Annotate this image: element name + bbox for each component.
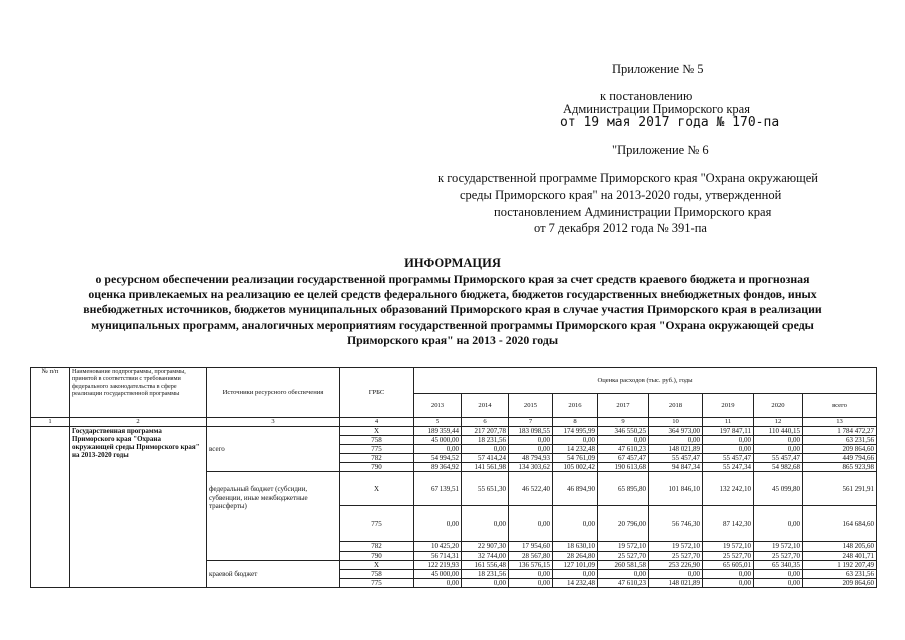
value-cell-2013: 0,00 bbox=[414, 578, 462, 587]
value-cell-2013: 45 000,00 bbox=[414, 436, 462, 445]
value-cell-всего: 209 864,60 bbox=[803, 578, 877, 587]
value-cell-2020: 19 572,10 bbox=[754, 542, 803, 551]
administration: Администрации Приморского края bbox=[563, 102, 750, 116]
value-cell-2013: 54 994,52 bbox=[414, 454, 462, 463]
value-cell-2020: 0,00 bbox=[754, 578, 803, 587]
value-cell-2020: 65 340,35 bbox=[754, 560, 803, 569]
value-cell-2016: 0,00 bbox=[553, 436, 598, 445]
value-cell-2018: 101 846,10 bbox=[649, 472, 703, 506]
value-cell-2020: 110 440,15 bbox=[754, 427, 803, 436]
col-header-number: № п/п bbox=[31, 368, 70, 418]
value-cell-2016: 54 761,09 bbox=[553, 454, 598, 463]
value-cell-2017: 190 613,68 bbox=[598, 463, 649, 472]
value-cell-2015: 48 794,93 bbox=[509, 454, 553, 463]
value-cell-2018: 0,00 bbox=[649, 569, 703, 578]
year-header-9: всего bbox=[803, 394, 877, 418]
value-cell-2018: 364 973,00 bbox=[649, 427, 703, 436]
grbs-cell: 758 bbox=[340, 436, 414, 445]
value-cell-2014: 0,00 bbox=[462, 578, 509, 587]
value-cell-2019: 25 527,70 bbox=[703, 551, 754, 560]
value-cell-всего: 63 231,56 bbox=[803, 569, 877, 578]
value-cell-2014: 141 561,98 bbox=[462, 463, 509, 472]
grbs-cell: 790 bbox=[340, 463, 414, 472]
column-number-10: 10 bbox=[649, 418, 703, 427]
value-cell-2020: 0,00 bbox=[754, 569, 803, 578]
value-cell-2016: 0,00 bbox=[553, 569, 598, 578]
program-name-cell: Государственная программа Приморского края "Охрана окружающей среды Приморского края" на 2013-2020 годы bbox=[70, 427, 207, 588]
value-cell-2013: 45 000,00 bbox=[414, 569, 462, 578]
value-cell-всего: 248 401,71 bbox=[803, 551, 877, 560]
grbs-cell: X bbox=[340, 560, 414, 569]
value-cell-2018: 0,00 bbox=[649, 436, 703, 445]
value-cell-2017: 67 457,47 bbox=[598, 454, 649, 463]
resource-table bbox=[30, 367, 877, 588]
value-cell-всего: 865 923,98 bbox=[803, 463, 877, 472]
value-cell-2014: 18 231,56 bbox=[462, 436, 509, 445]
value-cell-2018: 55 457,47 bbox=[649, 454, 703, 463]
value-cell-2018: 25 527,70 bbox=[649, 551, 703, 560]
column-number-4: 4 bbox=[340, 418, 414, 427]
grbs-cell: 775 bbox=[340, 445, 414, 454]
value-cell-2017: 65 895,80 bbox=[598, 472, 649, 506]
value-cell-2016: 14 232,48 bbox=[553, 578, 598, 587]
value-cell-2019: 55 247,34 bbox=[703, 463, 754, 472]
column-number-2: 2 bbox=[70, 418, 207, 427]
value-cell-2018: 56 746,30 bbox=[649, 506, 703, 542]
grbs-cell: X bbox=[340, 472, 414, 506]
title-line-1: о ресурсном обеспечении реализации государственной программы Приморского края за счет средств краевого бюджета и прогнозная bbox=[95, 272, 810, 286]
value-cell-2016: 14 232,48 bbox=[553, 445, 598, 454]
value-cell-2018: 148 021,89 bbox=[649, 445, 703, 454]
value-cell-всего: 164 684,60 bbox=[803, 506, 877, 542]
value-cell-2019: 197 847,11 bbox=[703, 427, 754, 436]
value-cell-2014: 22 907,30 bbox=[462, 542, 509, 551]
value-cell-2014: 32 744,00 bbox=[462, 551, 509, 560]
col-header-source: Источники ресурсного обеспечения bbox=[207, 368, 340, 418]
title-line-5: Приморского края" на 2013 - 2020 годы bbox=[346, 333, 559, 347]
value-cell-2015: 0,00 bbox=[509, 578, 553, 587]
value-cell-2014: 161 556,48 bbox=[462, 560, 509, 569]
value-cell-2015: 17 954,60 bbox=[509, 542, 553, 551]
year-header-1: 2013 bbox=[414, 394, 462, 418]
value-cell-2015: 0,00 bbox=[509, 445, 553, 454]
value-cell-2019: 19 572,10 bbox=[703, 542, 754, 551]
value-cell-2017: 47 610,23 bbox=[598, 578, 649, 587]
value-cell-2015: 46 522,40 bbox=[509, 472, 553, 506]
title-line-2: оценка привлекаемых на реализацию ее целей средств федерального бюджета, бюджетов государственных внебюджетных фондов, иных bbox=[88, 287, 817, 301]
value-cell-2019: 0,00 bbox=[703, 569, 754, 578]
value-cell-2020: 0,00 bbox=[754, 506, 803, 542]
value-cell-всего: 449 794,66 bbox=[803, 454, 877, 463]
year-header-4: 2016 bbox=[553, 394, 598, 418]
value-cell-2014: 0,00 bbox=[462, 445, 509, 454]
column-number-3: 3 bbox=[207, 418, 340, 427]
column-number-1: 1 bbox=[31, 418, 70, 427]
value-cell-2016: 174 995,99 bbox=[553, 427, 598, 436]
value-cell-2019: 0,00 bbox=[703, 578, 754, 587]
value-cell-2016: 46 894,90 bbox=[553, 472, 598, 506]
title-line-4: муниципальных программ, аналогичных мероприятиям государственной программы Приморского края "Охрана окружающей среды bbox=[91, 318, 814, 332]
value-cell-2015: 134 303,62 bbox=[509, 463, 553, 472]
value-cell-2017: 25 527,70 bbox=[598, 551, 649, 560]
row-number-cell bbox=[31, 427, 70, 588]
value-cell-всего: 1 192 207,49 bbox=[803, 560, 877, 569]
value-cell-2015: 28 567,80 bbox=[509, 551, 553, 560]
source-cell: федеральный бюджет (субсидии, субвенции, иные межбюджетные трансферты) bbox=[207, 472, 340, 560]
program-ref-line-3: постановлением Администрации Приморского края bbox=[494, 205, 772, 219]
value-cell-2014: 217 207,78 bbox=[462, 427, 509, 436]
value-cell-2015: 0,00 bbox=[509, 436, 553, 445]
column-number-5: 5 bbox=[414, 418, 462, 427]
grbs-cell: 782 bbox=[340, 542, 414, 551]
value-cell-2016: 105 002,42 bbox=[553, 463, 598, 472]
value-cell-2019: 87 142,30 bbox=[703, 506, 754, 542]
value-cell-2015: 136 576,15 bbox=[509, 560, 553, 569]
value-cell-2015: 0,00 bbox=[509, 569, 553, 578]
value-cell-2018: 19 572,10 bbox=[649, 542, 703, 551]
column-number-8: 8 bbox=[553, 418, 598, 427]
year-header-8: 2020 bbox=[754, 394, 803, 418]
column-number-13: 13 bbox=[803, 418, 877, 427]
appendix-6: "Приложение № 6 bbox=[612, 143, 709, 157]
value-cell-2017: 0,00 bbox=[598, 569, 649, 578]
program-ref-line-4: от 7 декабря 2012 года № 391-па bbox=[534, 221, 707, 235]
value-cell-2018: 94 847,34 bbox=[649, 463, 703, 472]
grbs-cell: 758 bbox=[340, 569, 414, 578]
value-cell-всего: 1 784 472,27 bbox=[803, 427, 877, 436]
value-cell-всего: 148 205,60 bbox=[803, 542, 877, 551]
value-cell-2017: 19 572,10 bbox=[598, 542, 649, 551]
col-header-estimate: Оценка расходов (тыс. руб.), годы bbox=[414, 368, 877, 394]
value-cell-2014: 18 231,56 bbox=[462, 569, 509, 578]
value-cell-2019: 0,00 bbox=[703, 445, 754, 454]
value-cell-2013: 10 425,20 bbox=[414, 542, 462, 551]
value-cell-2020: 0,00 bbox=[754, 436, 803, 445]
value-cell-2017: 346 550,25 bbox=[598, 427, 649, 436]
value-cell-2016: 0,00 bbox=[553, 506, 598, 542]
value-cell-2017: 260 581,58 bbox=[598, 560, 649, 569]
column-number-11: 11 bbox=[703, 418, 754, 427]
value-cell-2016: 127 101,09 bbox=[553, 560, 598, 569]
value-cell-всего: 209 864,60 bbox=[803, 445, 877, 454]
value-cell-2019: 65 605,01 bbox=[703, 560, 754, 569]
year-header-5: 2017 bbox=[598, 394, 649, 418]
value-cell-2013: 122 219,93 bbox=[414, 560, 462, 569]
grbs-cell: 775 bbox=[340, 506, 414, 542]
value-cell-2014: 0,00 bbox=[462, 506, 509, 542]
appendix-number: Приложение № 5 bbox=[612, 62, 704, 76]
source-cell: всего bbox=[207, 427, 340, 472]
value-cell-2015: 0,00 bbox=[509, 506, 553, 542]
value-cell-2013: 0,00 bbox=[414, 445, 462, 454]
col-header-name: Наименование подпрограммы, программы, принятой в соответствии с требованиями федерального законодательства в сфере реализации государственной программы bbox=[70, 368, 207, 418]
value-cell-2016: 28 264,80 bbox=[553, 551, 598, 560]
value-cell-2017: 20 796,00 bbox=[598, 506, 649, 542]
value-cell-2019: 0,00 bbox=[703, 436, 754, 445]
value-cell-2015: 183 098,55 bbox=[509, 427, 553, 436]
value-cell-2018: 148 021,89 bbox=[649, 578, 703, 587]
column-number-7: 7 bbox=[509, 418, 553, 427]
value-cell-всего: 63 231,56 bbox=[803, 436, 877, 445]
value-cell-2013: 89 364,92 bbox=[414, 463, 462, 472]
grbs-cell: X bbox=[340, 427, 414, 436]
value-cell-2013: 0,00 bbox=[414, 506, 462, 542]
value-cell-2018: 253 226,90 bbox=[649, 560, 703, 569]
title-line-3: внебюджетных источников, бюджетов муниципальных образований Приморского края в случае участия Приморского края в реализации bbox=[83, 302, 822, 316]
value-cell-2020: 0,00 bbox=[754, 445, 803, 454]
value-cell-2013: 56 714,31 bbox=[414, 551, 462, 560]
resolution-date-number: от 19 мая 2017 года № 170-па bbox=[560, 115, 780, 130]
value-cell-2020: 25 527,70 bbox=[754, 551, 803, 560]
value-cell-2020: 54 982,68 bbox=[754, 463, 803, 472]
program-ref-line-2: среды Приморского края" на 2013-2020 годы, утвержденной bbox=[460, 188, 782, 202]
col-header-grbs: ГРБС bbox=[340, 368, 414, 418]
value-cell-2013: 189 359,44 bbox=[414, 427, 462, 436]
value-cell-2017: 47 610,23 bbox=[598, 445, 649, 454]
source-cell: краевой бюджет bbox=[207, 560, 340, 587]
document-heading: ИНФОРМАЦИЯ bbox=[404, 256, 501, 270]
value-cell-2020: 55 457,47 bbox=[754, 454, 803, 463]
year-header-3: 2015 bbox=[509, 394, 553, 418]
value-cell-2016: 18 630,10 bbox=[553, 542, 598, 551]
year-header-7: 2019 bbox=[703, 394, 754, 418]
value-cell-2014: 55 651,30 bbox=[462, 472, 509, 506]
year-header-2: 2014 bbox=[462, 394, 509, 418]
column-number-12: 12 bbox=[754, 418, 803, 427]
value-cell-2019: 132 242,10 bbox=[703, 472, 754, 506]
value-cell-всего: 561 291,91 bbox=[803, 472, 877, 506]
table-row bbox=[31, 427, 877, 436]
value-cell-2019: 55 457,47 bbox=[703, 454, 754, 463]
column-number-6: 6 bbox=[462, 418, 509, 427]
program-ref-line-1: к государственной программе Приморского края "Охрана окружающей bbox=[438, 171, 818, 185]
column-number-9: 9 bbox=[598, 418, 649, 427]
value-cell-2020: 45 099,80 bbox=[754, 472, 803, 506]
grbs-cell: 790 bbox=[340, 551, 414, 560]
value-cell-2014: 57 414,24 bbox=[462, 454, 509, 463]
value-cell-2013: 67 139,51 bbox=[414, 472, 462, 506]
grbs-cell: 782 bbox=[340, 454, 414, 463]
year-header-6: 2018 bbox=[649, 394, 703, 418]
to-resolution: к постановлению bbox=[600, 89, 693, 103]
value-cell-2017: 0,00 bbox=[598, 436, 649, 445]
grbs-cell: 775 bbox=[340, 578, 414, 587]
